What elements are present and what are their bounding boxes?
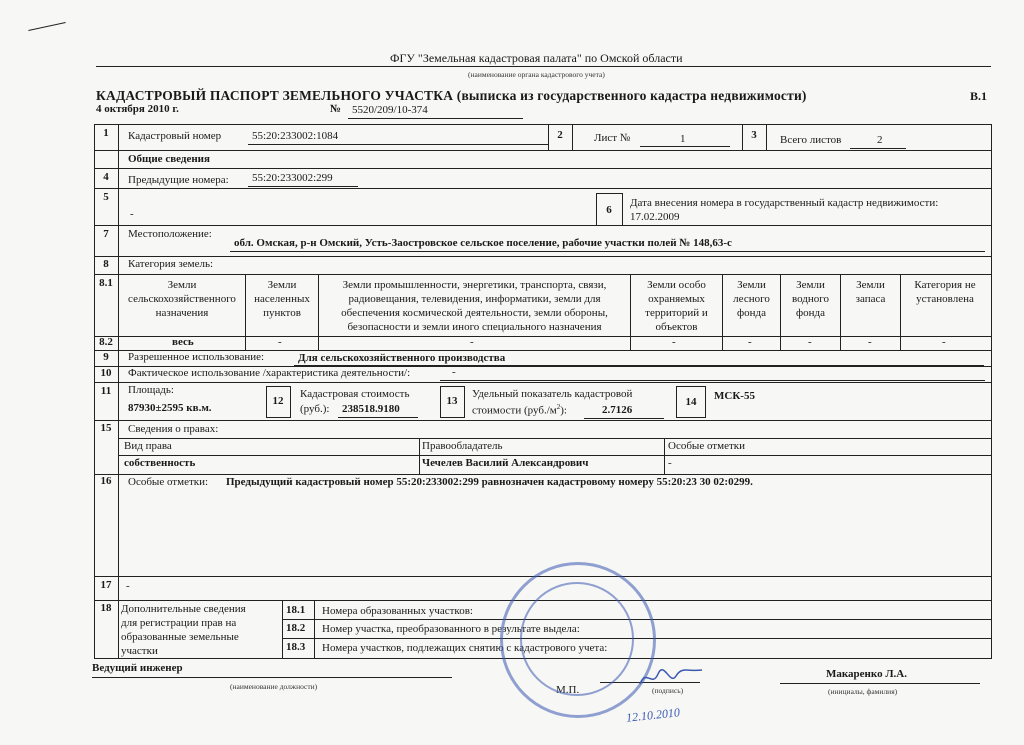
category-protected: Земли особо охраняемых территорий и объектов [645,279,708,333]
row-number: 8 [103,258,109,270]
row-number: 8.2 [99,336,113,348]
cadastral-number-value: 55:20:233002:1084 [252,130,339,142]
row-number: 3 [751,129,757,141]
category-agricultural: Земли сельскохозяйственного назначения [128,279,236,319]
row-number: 12 [272,395,284,407]
footer-underline [780,683,980,684]
name-caption: (инициалы, фамилия) [828,687,898,696]
value-underline [248,144,548,145]
rights-notes: - [668,457,672,469]
rights-type: собственность [124,457,196,469]
category-unset: Категория не установлена [914,279,976,305]
cell-divider [572,124,573,150]
specific-value: 2.7126 [602,404,633,416]
table-line [118,455,992,456]
row-sep [94,382,992,383]
row-number: 18 [100,602,112,614]
category-value: - [808,336,812,348]
row-number: 8.1 [99,277,113,289]
special-notes-label: Особые отметки: [128,476,209,488]
sub-row-number: 18.1 [286,604,306,616]
row-sep [94,474,992,475]
cadastral-value-label: Кадастровая стоимость [300,388,410,400]
permitted-use-value: Для сельскохозяйственного производства [298,352,506,364]
row-number: 14 [685,396,697,408]
category-value: - [278,336,282,348]
value-underline [338,417,418,418]
previous-numbers-value: 55:20:233002:299 [252,172,333,184]
area-value: 87930±2595 кв.м. [128,402,212,414]
category-value: - [868,336,872,348]
row-number: 10 [100,367,112,379]
sub-row-text: Номера образованных участков: [322,605,473,617]
value-underline [584,418,664,419]
cell-divider [622,193,623,225]
row-number: 16 [100,475,112,487]
seal-mark: М.П. [556,684,580,696]
cell-divider [596,193,623,194]
row-number: 2 [557,129,563,141]
value-underline [850,148,906,149]
specific-value-unit [472,403,567,417]
row17-value: - [126,580,130,592]
row-sep [94,188,992,189]
rights-header-type: Вид права [124,440,172,452]
category-reserve: Земли запаса [855,279,886,305]
org-name: ФГУ "Земельная кадастровая палата" по Омской области [390,51,683,65]
signature [636,664,706,692]
actual-use-value: - [452,366,456,378]
cadastral-value-unit: (руб.): [300,403,330,415]
signature-caption: (подпись) [652,686,684,695]
land-category-label: Категория земель: [128,258,214,270]
category-forest: Земли лесного фонда [733,279,770,319]
number-column-divider [118,124,119,659]
table-line [282,600,283,659]
cadastral-value: 238518.9180 [342,403,400,415]
row-number: 1 [103,127,109,139]
specific-value-label: Удельный показатель кадастровой [472,388,633,400]
position-caption: (наименование должности) [230,682,318,691]
sub-row-text: Номера участков, подлежащих снятию с кадастрового учета: [322,642,608,654]
row-number: 11 [100,385,112,397]
row-number: 4 [103,171,109,183]
category-value: - [748,336,752,348]
category-value: - [470,336,474,348]
total-sheets-label: Всего листов [780,134,842,146]
doc-number-underline [348,118,523,119]
additional-info-line: Дополнительные сведения [121,603,246,615]
category-value: - [672,336,676,348]
row-number: 5 [103,191,109,203]
signer-position: Ведущий инженер [92,662,183,674]
category-water: Земли водного фонда [791,279,830,319]
row-sep [94,168,992,169]
cadastral-number-label: Кадастровый номер [128,130,222,142]
document-title: КАДАСТРОВЫЙ ПАСПОРТ ЗЕМЕЛЬНОГО УЧАСТКА (выписка из государственного кадастра недвижимости) [96,88,807,103]
value-underline [294,365,984,366]
official-stamp-inner [520,582,634,696]
table-line [664,438,665,474]
row-sep [94,336,992,337]
table-line [419,438,420,474]
document-number: 5520/209/10-374 [352,104,428,116]
sheet-value: 1 [680,133,686,145]
row-number: 13 [446,395,458,407]
document-date: 4 октября 2010 г. [96,103,179,115]
row-sep [94,150,992,151]
value-underline [640,146,730,147]
number-sign: № [330,103,342,115]
section-general: Общие сведения [128,153,210,165]
row-number: 7 [103,228,109,240]
unit-superscript: 2 [556,403,561,411]
category-value: - [942,336,946,348]
table-line [314,600,315,659]
location-label: Местоположение: [128,228,212,240]
value-underline [230,251,985,252]
category-value: весь [172,336,194,348]
permitted-use-label: Разрешенное использование: [128,351,265,363]
cell-divider [766,124,767,150]
row-sep [94,256,992,257]
location-value: обл. Омская, р-н Омский, Усть-Заостровское сельское поселение, рабочие участки полей № 148,63-с [234,237,732,249]
previous-numbers-label: Предыдущие номера: [128,174,229,186]
form-code: В.1 [970,89,988,103]
row5-value: - [130,208,134,220]
additional-info-line: для регистрации прав на [121,617,237,629]
value-underline [440,380,985,381]
category-settlements: Земли населенных пунктов [254,279,310,319]
signer-name: Макаренко Л.А. [826,668,907,680]
sheet-label: Лист № [594,132,631,144]
additional-info-line: образованные земельные [121,631,239,643]
unit-text: стоимости (руб./м [472,404,557,417]
coordinate-system: МСК-55 [714,390,755,402]
registration-date-value: 17.02.2009 [630,211,680,223]
area-label: Площадь: [128,384,174,396]
rights-header-notes: Особые отметки [668,440,745,452]
rights-header-holder: Правообладатель [422,440,503,452]
unit-suffix: ): [560,404,567,417]
rights-holder: Чечелев Василий Александрович [422,457,589,469]
handwritten-date: 12.10.2010 [625,705,681,725]
table-line [118,438,992,439]
sub-row-number: 18.2 [286,622,306,634]
row-number: 17 [100,579,112,591]
rights-label: Сведения о правах: [128,423,219,435]
org-caption: (наименование органа кадастрового учета) [468,70,605,79]
row-number: 9 [103,351,109,363]
row-sep [94,274,992,275]
sub-row-number: 18.3 [286,641,306,653]
actual-use-label: Фактическое использование /характеристика деятельности/: [128,367,411,379]
scan-mark [28,22,65,31]
total-sheets-value: 2 [877,134,883,146]
row-sep [94,225,992,226]
value-underline [248,186,358,187]
footer-underline [92,677,452,678]
org-underline [96,66,991,67]
row-number: 15 [100,422,112,434]
special-notes-value: Предыдущий кадастровый номер 55:20:233002:299 равнозначен кадастровому номеру 55:20:23 30 02:0299. [226,476,753,488]
additional-info-line: участки [121,645,158,657]
registration-date-label: Дата внесения номера в государственный кадастр недвижимости: [630,197,939,209]
sub-row-text: Номер участка, преобразованного в результате выдела: [322,623,580,635]
row-sep [94,420,992,421]
category-industrial: Земли промышленности, энергетики, транспорта, связи, радиовещания, телевидения, информатики, земли для обеспечения космической деятельности, земли обороны, безопасности и земли иного специального назначения [341,279,608,333]
row-number: 6 [606,204,612,216]
